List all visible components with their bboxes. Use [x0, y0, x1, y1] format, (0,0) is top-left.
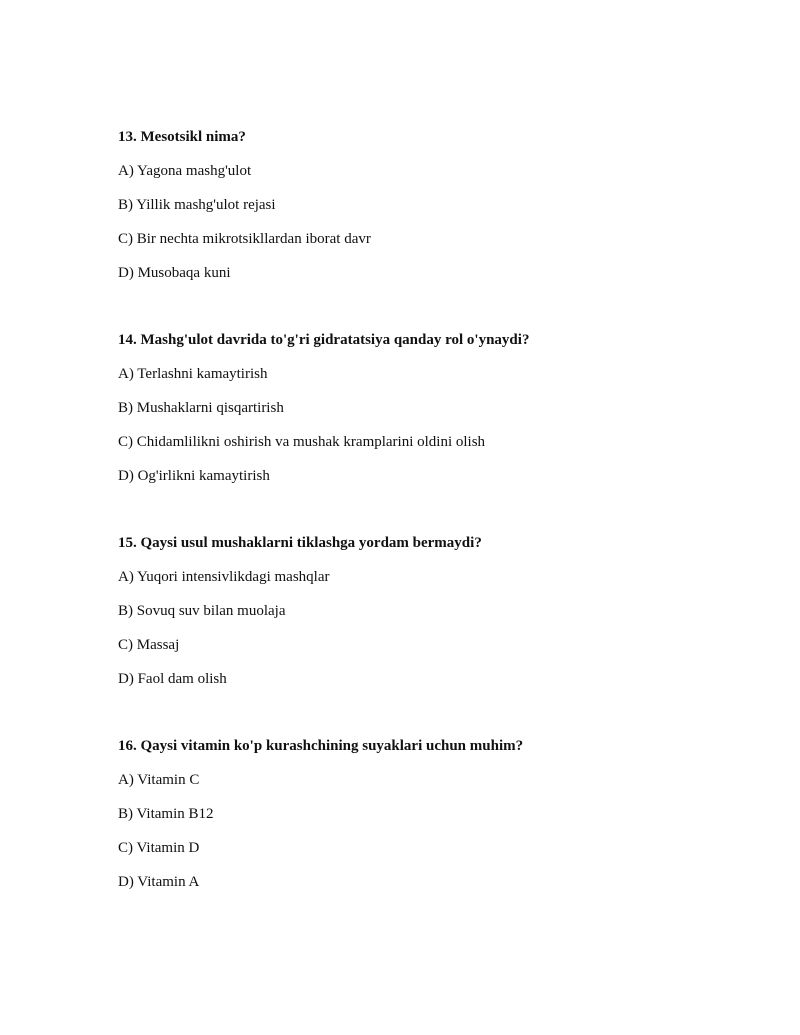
question-text: 13. Mesotsikl nima?	[118, 129, 246, 145]
option-b: B) Mushaklarni qisqartirish	[118, 400, 284, 416]
option-c: C) Chidamlilikni oshirish va mushak kramplarini oldini olish	[118, 434, 486, 450]
option-b: B) Yillik mashg'ulot rejasi	[118, 197, 276, 213]
option-d: D) Musobaqa kuni	[118, 265, 231, 281]
option-a: A) Yuqori intensivlikdagi mashqlar	[118, 569, 330, 585]
question-text: 14. Mashg'ulot davrida to'g'ri gidratatsiya qanday rol o'ynaydi?	[118, 332, 530, 348]
option-a: A) Vitamin C	[118, 772, 200, 788]
option-c: C) Bir nechta mikrotsikllardan iborat davr	[118, 231, 371, 247]
option-a: A) Yagona mashg'ulot	[118, 163, 252, 179]
option-d: D) Vitamin A	[118, 874, 200, 890]
question-text: 15. Qaysi usul mushaklarni tiklashga yordam bermaydi?	[118, 535, 482, 551]
question-text: 16. Qaysi vitamin ko'p kurashchining suyaklari uchun muhim?	[118, 738, 524, 754]
option-b: B) Sovuq suv bilan muolaja	[118, 603, 286, 619]
option-d: D) Faol dam olish	[118, 671, 227, 687]
option-b: B) Vitamin B12	[118, 806, 214, 822]
option-a: A) Terlashni kamaytirish	[118, 366, 268, 382]
option-c: C) Vitamin D	[118, 840, 200, 856]
option-c: C) Massaj	[118, 637, 180, 653]
option-d: D) Og'irlikni kamaytirish	[118, 468, 270, 484]
